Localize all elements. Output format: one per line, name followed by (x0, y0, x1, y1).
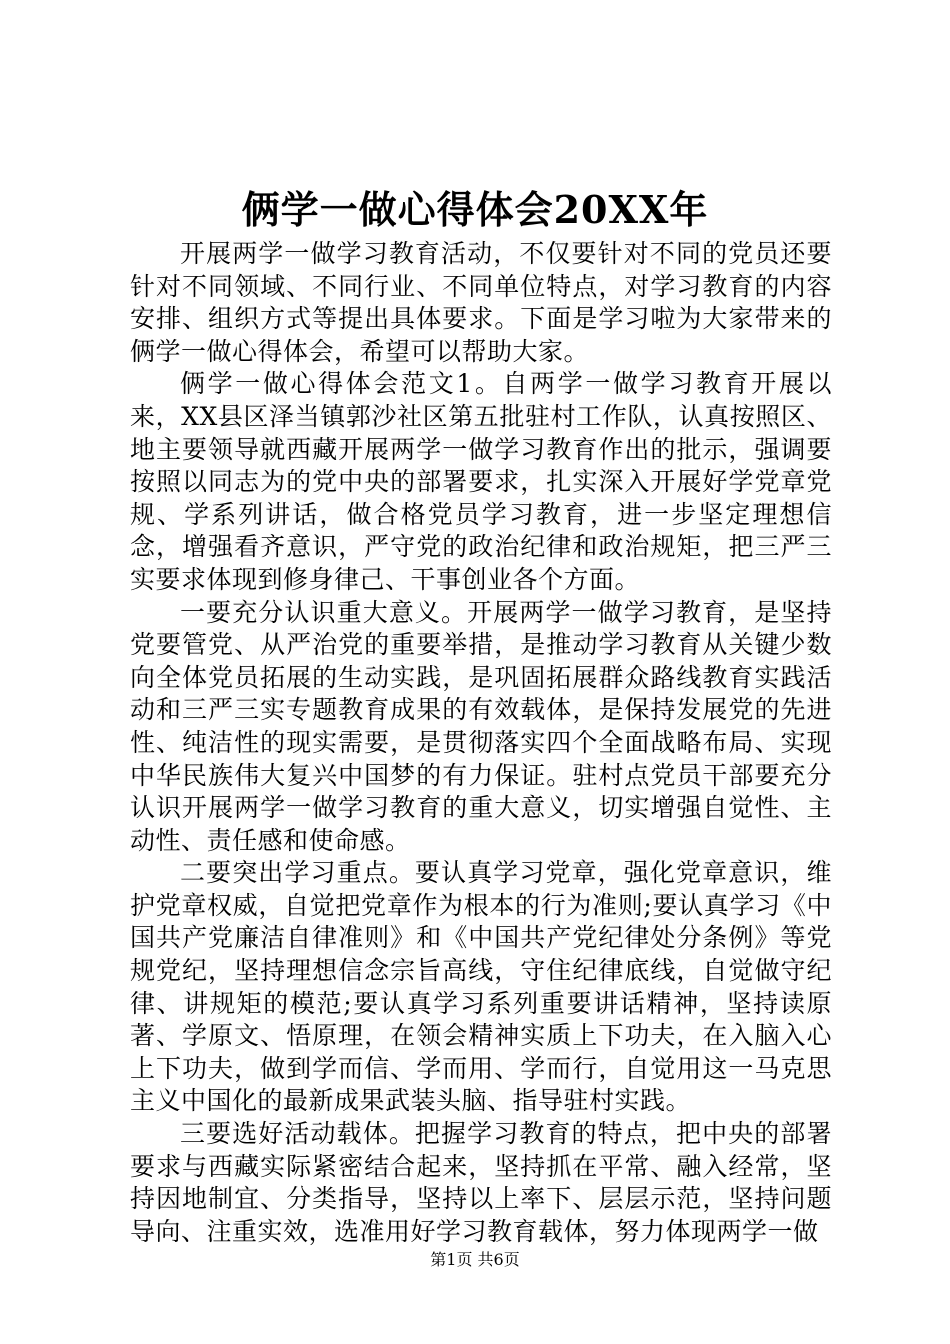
paragraph-intro: 开展两学一做学习教育活动，不仅要针对不同的党员还要针对不同领域、不同行业、不同单位特点，对学习教育的内容安排、组织方式等提出具体要求。下面是学习啦为大家带来的俩学一做心得体会，希望可以帮助大家。 (130, 239, 832, 366)
paragraph-sample-1: 俩学一做心得体会范文1。自两学一做学习教育开展以来，XX县区泽当镇郭沙社区第五批驻村工作队，认真按照区、地主要领导就西藏开展两学一做学习教育作出的批示，强调要按照以同志为的党中央的部署要求，扎实深入开展好学党章党规、学系列讲话，做合格党员学习教育，进一步坚定理想信念，增强看齐意识，严守党的政治纪律和政治规矩，把三严三实要求体现到修身律己、干事创业各个方面。 (130, 369, 832, 594)
page-footer: 第1页 共6页 (430, 1250, 520, 1269)
paragraph-point-1: 一要充分认识重大意义。开展两学一做学习教育，是坚持党要管党、从严治党的重要举措，是推动学习教育从关键少数向全体党员拓展的生动实践，是巩固拓展群众路线教育实践活动和三严三实专题教育成果的有效载体，是保持发展党的先进性、纯洁性的现实需要，是贯彻落实四个全面战略布局、实现中华民族伟大复兴中国梦的有力保证。驻村点党员干部要充分认识开展两学一做学习教育的重大意义，切实增强自觉性、主动性、责任感和使命感。 (130, 597, 832, 855)
document-title: 俩学一做心得体会20XX年 (241, 187, 709, 232)
paragraph-point-2: 二要突出学习重点。要认真学习党章，强化党章意识，维护党章权威，自觉把党章作为根本的行为准则;要认真学习《中国共产党廉洁自律准则》和《中国共产党纪律处分条例》等党规党纪，坚持理想信念宗旨高线，守住纪律底线，自觉做守纪律、讲规矩的模范;要认真学习系列重要讲话精神，坚持读原著、学原文、悟原理，在领会精神实质上下功夫，在入脑入心上下功夫，做到学而信、学而用、学而行，自觉用这一马克思主义中国化的最新成果武装头脑、指导驻村实践。 (130, 858, 832, 1116)
document-body (130, 238, 832, 1248)
paragraph-point-3: 三要选好活动载体。把握学习教育的特点，把中央的部署要求与西藏实际紧密结合起来，坚持抓在平常、融入经常，坚持因地制宜、分类指导，坚持以上率下、层层示范，坚持问题导向、注重实效，选准用好学习教育载体，努力体现两学一做 (130, 1119, 832, 1246)
